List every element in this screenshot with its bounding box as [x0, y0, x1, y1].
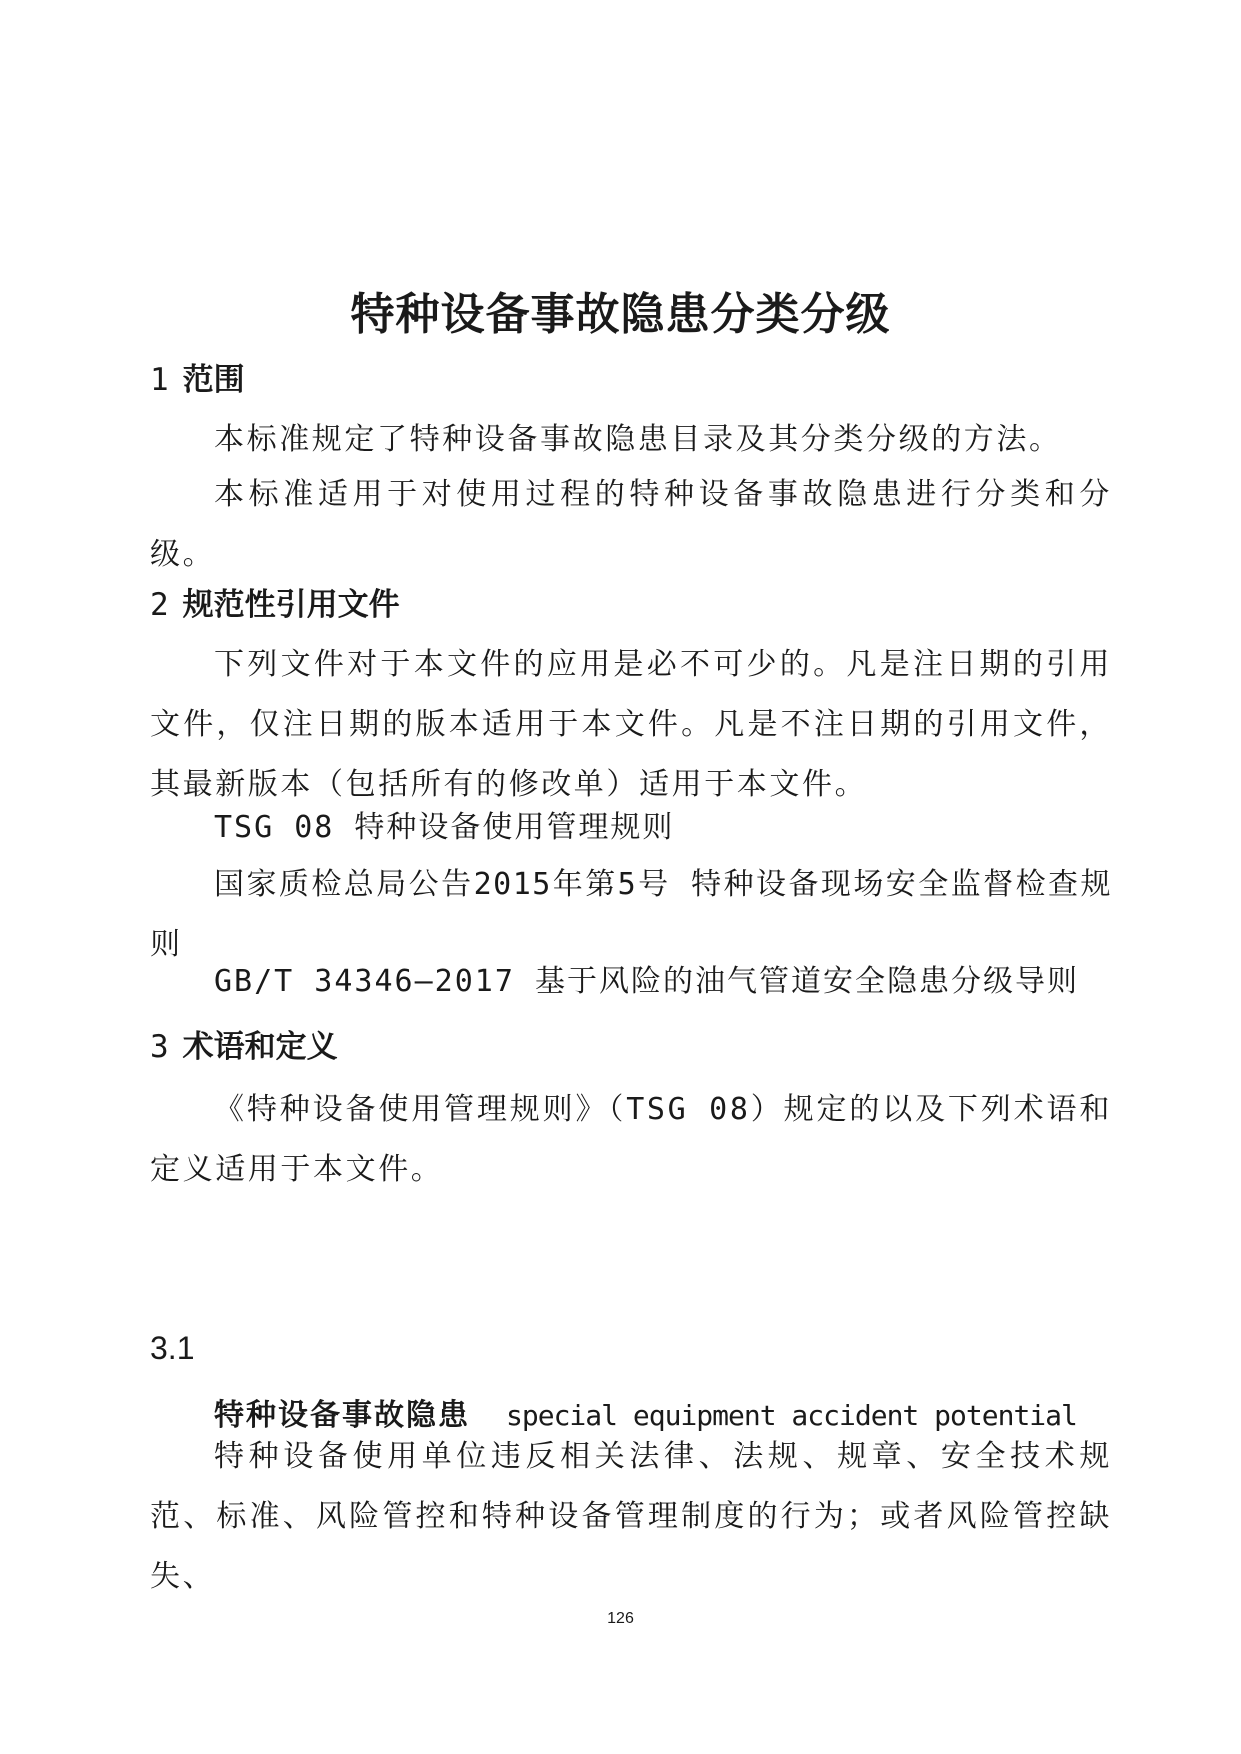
reference-item: GB/T 34346—2017 基于风险的油气管道安全隐患分级导则 [214, 964, 1079, 999]
section-2-heading [150, 585, 400, 625]
paragraph: 本标准适用于对使用过程的特种设备事故隐患进行分类和分级。 [150, 477, 1112, 572]
term-definition: 特种设备使用单位违反相关法律、法规、规章、安全技术规范、标准、风险管控和特种设备管理制度的行为；或者风险管控缺失、 [150, 1439, 1112, 1594]
term-chinese: 特种设备事故隐患 [214, 1398, 470, 1433]
document-title: 特种设备事故隐患分类分级 [350, 289, 891, 340]
paragraph: 本标准规定了特种设备事故隐患目录及其分类分级的方法。 [214, 422, 1062, 457]
reference-item: 国家质检总局公告2015年第5号 特种设备现场安全监督检查规则 [150, 867, 1112, 962]
section-title: 范围 [182, 362, 245, 398]
section-number: 2 [150, 587, 169, 623]
paragraph: 下列文件对于本文件的应用是必不可少的。凡是注日期的引用文件，仅注日期的版本适用于本文件。凡是不注日期的引用文件，其最新版本（包括所有的修改单）适用于本文件。 [150, 647, 1112, 802]
section-title: 术语和定义 [182, 1029, 338, 1065]
section-number: 3 [150, 1029, 169, 1065]
term-english: special equipment accident potential [506, 1399, 1077, 1432]
page-number: 126 [607, 1610, 634, 1627]
section-number: 1 [150, 362, 169, 398]
section-3-heading [150, 1027, 338, 1067]
section-title: 规范性引用文件 [182, 587, 400, 623]
section-1-heading [150, 360, 245, 400]
subsection-number: 3.1 [150, 1330, 195, 1366]
paragraph: 《特种设备使用管理规则》（TSG 08）规定的以及下列术语和定义适用于本文件。 [150, 1092, 1112, 1187]
reference-item: TSG 08 特种设备使用管理规则 [214, 810, 675, 845]
